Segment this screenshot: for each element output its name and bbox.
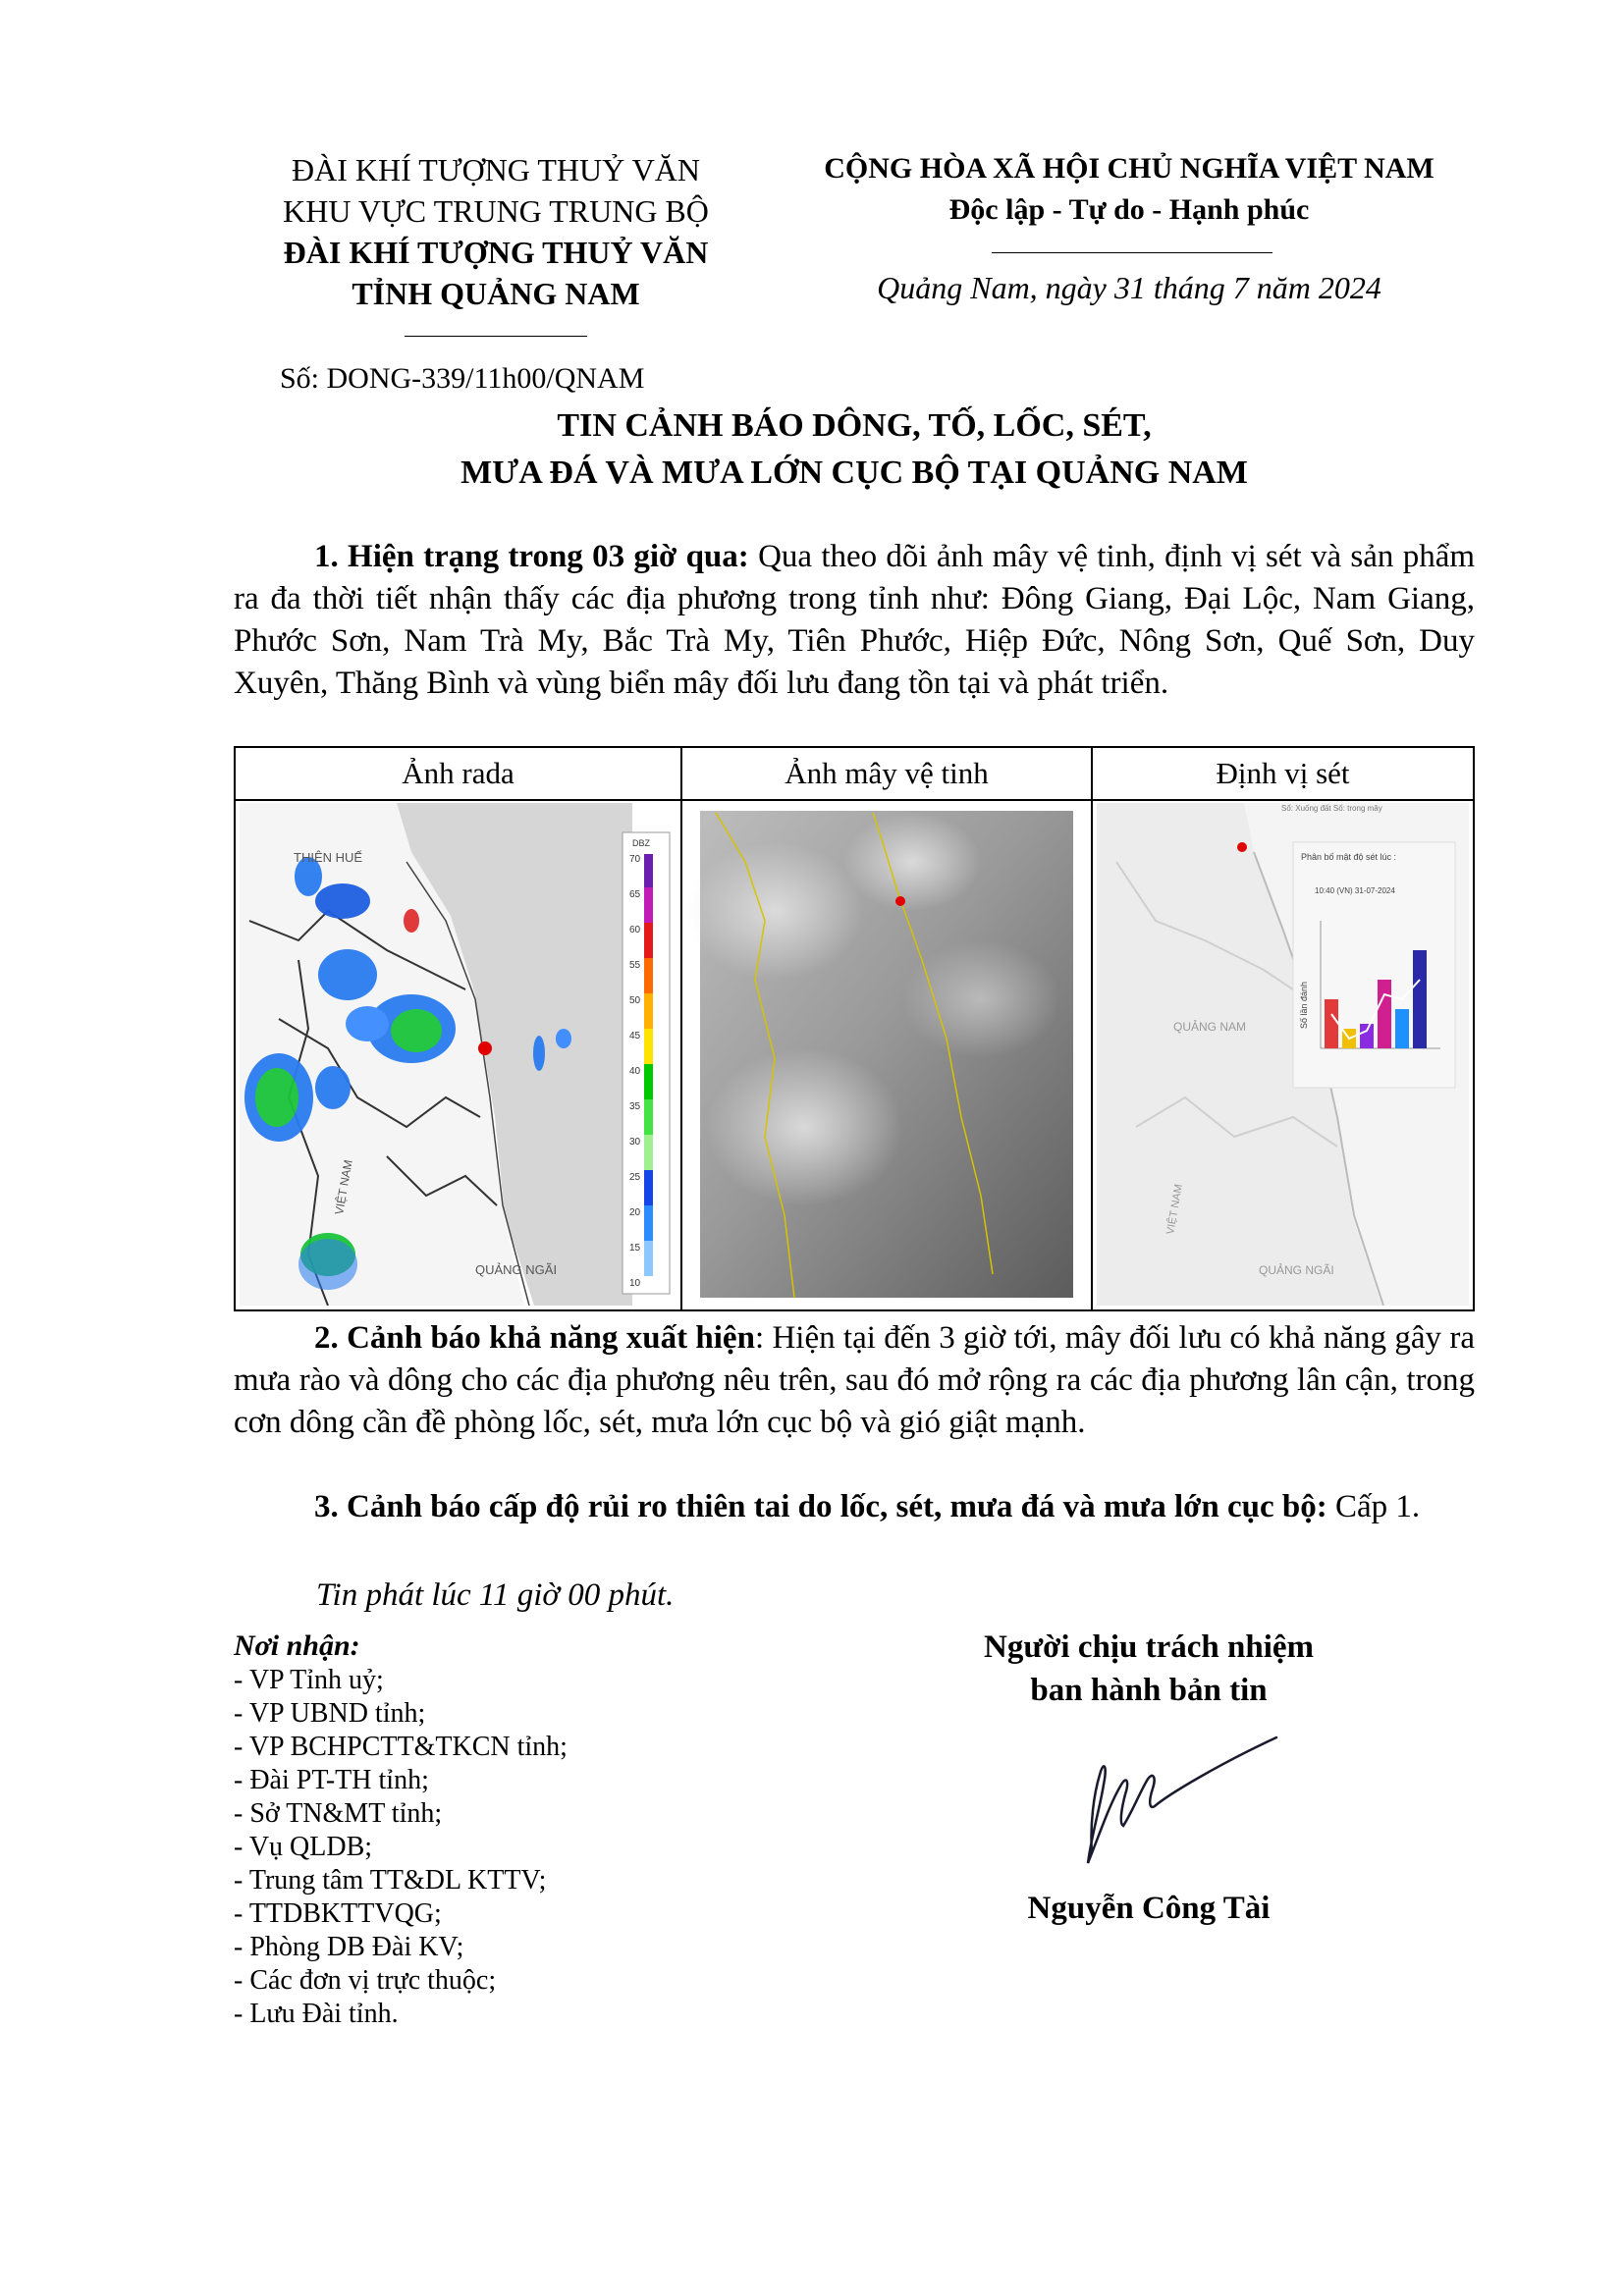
recipient-item: - VP Tỉnh uỷ; <box>234 1665 384 1695</box>
recipient-item: - Vụ QLDB; <box>234 1832 373 1862</box>
radar-scale-tick: 20 <box>629 1207 641 1218</box>
radar-scale-tick: 60 <box>629 925 641 935</box>
org-underline <box>405 336 587 337</box>
recipient-item: - Đài PT-TH tỉnh; <box>234 1765 429 1795</box>
issued-time: Tin phát lúc 11 giờ 00 phút. <box>316 1577 675 1613</box>
lightning-column <box>1093 748 1473 1309</box>
radar-label-viet-nam: VIỆT NAM <box>332 1158 355 1216</box>
signature-block <box>884 1626 1414 1712</box>
title-line1: TIN CẢNH BÁO DÔNG, TỐ, LỐC, SÉT, <box>557 407 1152 444</box>
document-number: Số: DONG-339/11h00/QNAM <box>280 362 645 395</box>
document-title <box>234 402 1475 497</box>
radar-header: Ảnh rada <box>236 748 680 801</box>
radar-scale-tick: 30 <box>629 1137 641 1148</box>
title-line2: MƯA ĐÁ VÀ MƯA LỚN CỤC BỘ TẠI QUẢNG NAM <box>460 454 1248 491</box>
section2-heading: 2. Cảnh báo khả năng xuất hiện <box>314 1320 755 1356</box>
section3-heading: 3. Cảnh báo cấp độ rủi ro thiên tai do lốc, sét, mưa đá và mưa lớn cục bộ: <box>314 1489 1327 1524</box>
radar-scale-tick: 65 <box>629 889 641 900</box>
radar-scale-unit: DBZ <box>632 838 650 848</box>
section-forecast <box>234 1317 1475 1444</box>
radar-scale-tick: 50 <box>629 995 641 1006</box>
radar-scale-tick: 25 <box>629 1172 641 1183</box>
org-parent-line2: KHU VỰC TRUNG TRUNG BỘ <box>283 193 709 229</box>
radar-label-quang-ngai: QUẢNG NGÃI <box>475 1262 558 1277</box>
org-name-line1: ĐÀI KHÍ TƯỢNG THUỶ VĂN <box>283 235 709 270</box>
org-parent-line1: ĐÀI KHÍ TƯỢNG THUỶ VĂN <box>292 152 700 187</box>
radar-dbz-scale <box>623 832 670 1294</box>
signer-name: Nguyễn Công Tài <box>1027 1891 1271 1926</box>
observation-images-table <box>234 746 1475 1311</box>
radar-scale-tick: 55 <box>629 960 641 971</box>
section1-heading: 1. Hiện trạng trong 03 giờ qua: <box>314 539 749 574</box>
recipient-item: - Sở TN&MT tỉnh; <box>234 1798 443 1829</box>
section1-body: Qua theo dõi ảnh mây vệ tinh, định vị sét và sản phẩm ra đa thời tiết nhận thấy các địa phương trong tỉnh như: Đông Giang, Đại Lộc, Nam Giang, Phước Sơn, Nam Trà My, Bắc Trà My, Tiên Phước, Hiệp Đức, Nông Sơn, Quế Sơn, Duy Xuyên, Thăng Bình và vùng biển mây đối lưu đang tồn tại và phát triển. <box>234 539 1476 701</box>
recipient-item: - TTDBKTTVQG; <box>234 1898 442 1929</box>
org-name-line2: TỈNH QUẢNG NAM <box>352 276 640 311</box>
lightning-label-quang-nam: QUẢNG NAM <box>1173 1020 1247 1034</box>
signer-role-line1: Người chịu trách nhiệm <box>984 1629 1314 1665</box>
lightning-header: Định vị sét <box>1093 748 1473 801</box>
lightning-label-quang-ngai: QUẢNG NGÃI <box>1259 1263 1334 1277</box>
section-risk-level <box>234 1486 1475 1528</box>
recipient-item: - VP UBND tỉnh; <box>234 1698 426 1729</box>
lightning-density-panel <box>1293 842 1455 1088</box>
signer-role-line2: ban hành bản tin <box>1030 1673 1268 1708</box>
recipient-item: - Các đơn vị trực thuộc; <box>234 1965 497 1996</box>
recipients-title: Nơi nhận: <box>234 1629 360 1662</box>
handwritten-signature <box>1070 1716 1286 1883</box>
recipient-item: - VP BCHPCTT&TKCN tỉnh; <box>234 1732 568 1762</box>
lightning-panel-time: 10:40 (VN) 31-07-2024 <box>1315 886 1395 895</box>
lightning-label-viet-nam: VIỆT NAM <box>1164 1183 1185 1236</box>
recipient-item: - Lưu Đài tỉnh. <box>234 1999 399 2029</box>
lightning-ylabel: Số lần đánh <box>1299 981 1309 1029</box>
radar-image <box>240 803 677 1306</box>
radar-column <box>236 748 682 1309</box>
radar-scale-tick: 45 <box>629 1031 641 1041</box>
motto-underline <box>992 252 1272 253</box>
section-current-status <box>234 536 1475 705</box>
radar-scale-tick: 35 <box>629 1101 641 1112</box>
radar-map-figure <box>240 803 677 1306</box>
motto: Độc lập - Tự do - Hạnh phúc <box>948 193 1310 226</box>
lightning-image <box>1097 803 1469 1306</box>
radar-scale-tick: 40 <box>629 1066 641 1077</box>
satellite-image <box>686 803 1087 1306</box>
recipient-item: - Phòng DB Đài KV; <box>234 1932 464 1962</box>
section2-body: : Hiện tại đến 3 giờ tới, mây đối lưu có khả năng gây ra mưa rào và dông cho các địa phương nêu trên, sau đó mở rộng ra các địa phương lân cận, trong cơn dông cần đề phòng lốc, sét, mưa lớn cục bộ và gió giật mạnh. <box>234 1320 1475 1440</box>
issuing-organization <box>241 149 751 314</box>
radar-scale-tick: 70 <box>629 854 641 865</box>
lightning-legend: Số: Xuống đất Số: trong mây <box>1281 804 1382 813</box>
radar-label-thien-hue: THIÊN HUẾ <box>294 850 363 865</box>
satellite-column <box>682 748 1093 1309</box>
recipients-list <box>234 1664 568 2031</box>
section3-body: Cấp 1. <box>1335 1489 1421 1524</box>
lightning-panel-title: Phân bố mật độ sét lúc : <box>1301 852 1397 862</box>
place-date: Quảng Nam, ngày 31 tháng 7 năm 2024 <box>877 270 1381 305</box>
radar-scale-tick: 10 <box>629 1278 641 1289</box>
satellite-header: Ảnh mây vệ tinh <box>682 748 1091 801</box>
recipient-item: - Trung tâm TT&DL KTTV; <box>234 1865 547 1896</box>
satellite-map-figure <box>686 803 1087 1306</box>
lightning-map-figure <box>1097 803 1469 1306</box>
radar-scale-tick: 15 <box>629 1243 641 1254</box>
country-name: CỘNG HÒA XÃ HỘI CHỦ NGHĨA VIỆT NAM <box>824 152 1435 185</box>
national-motto <box>785 149 1473 230</box>
